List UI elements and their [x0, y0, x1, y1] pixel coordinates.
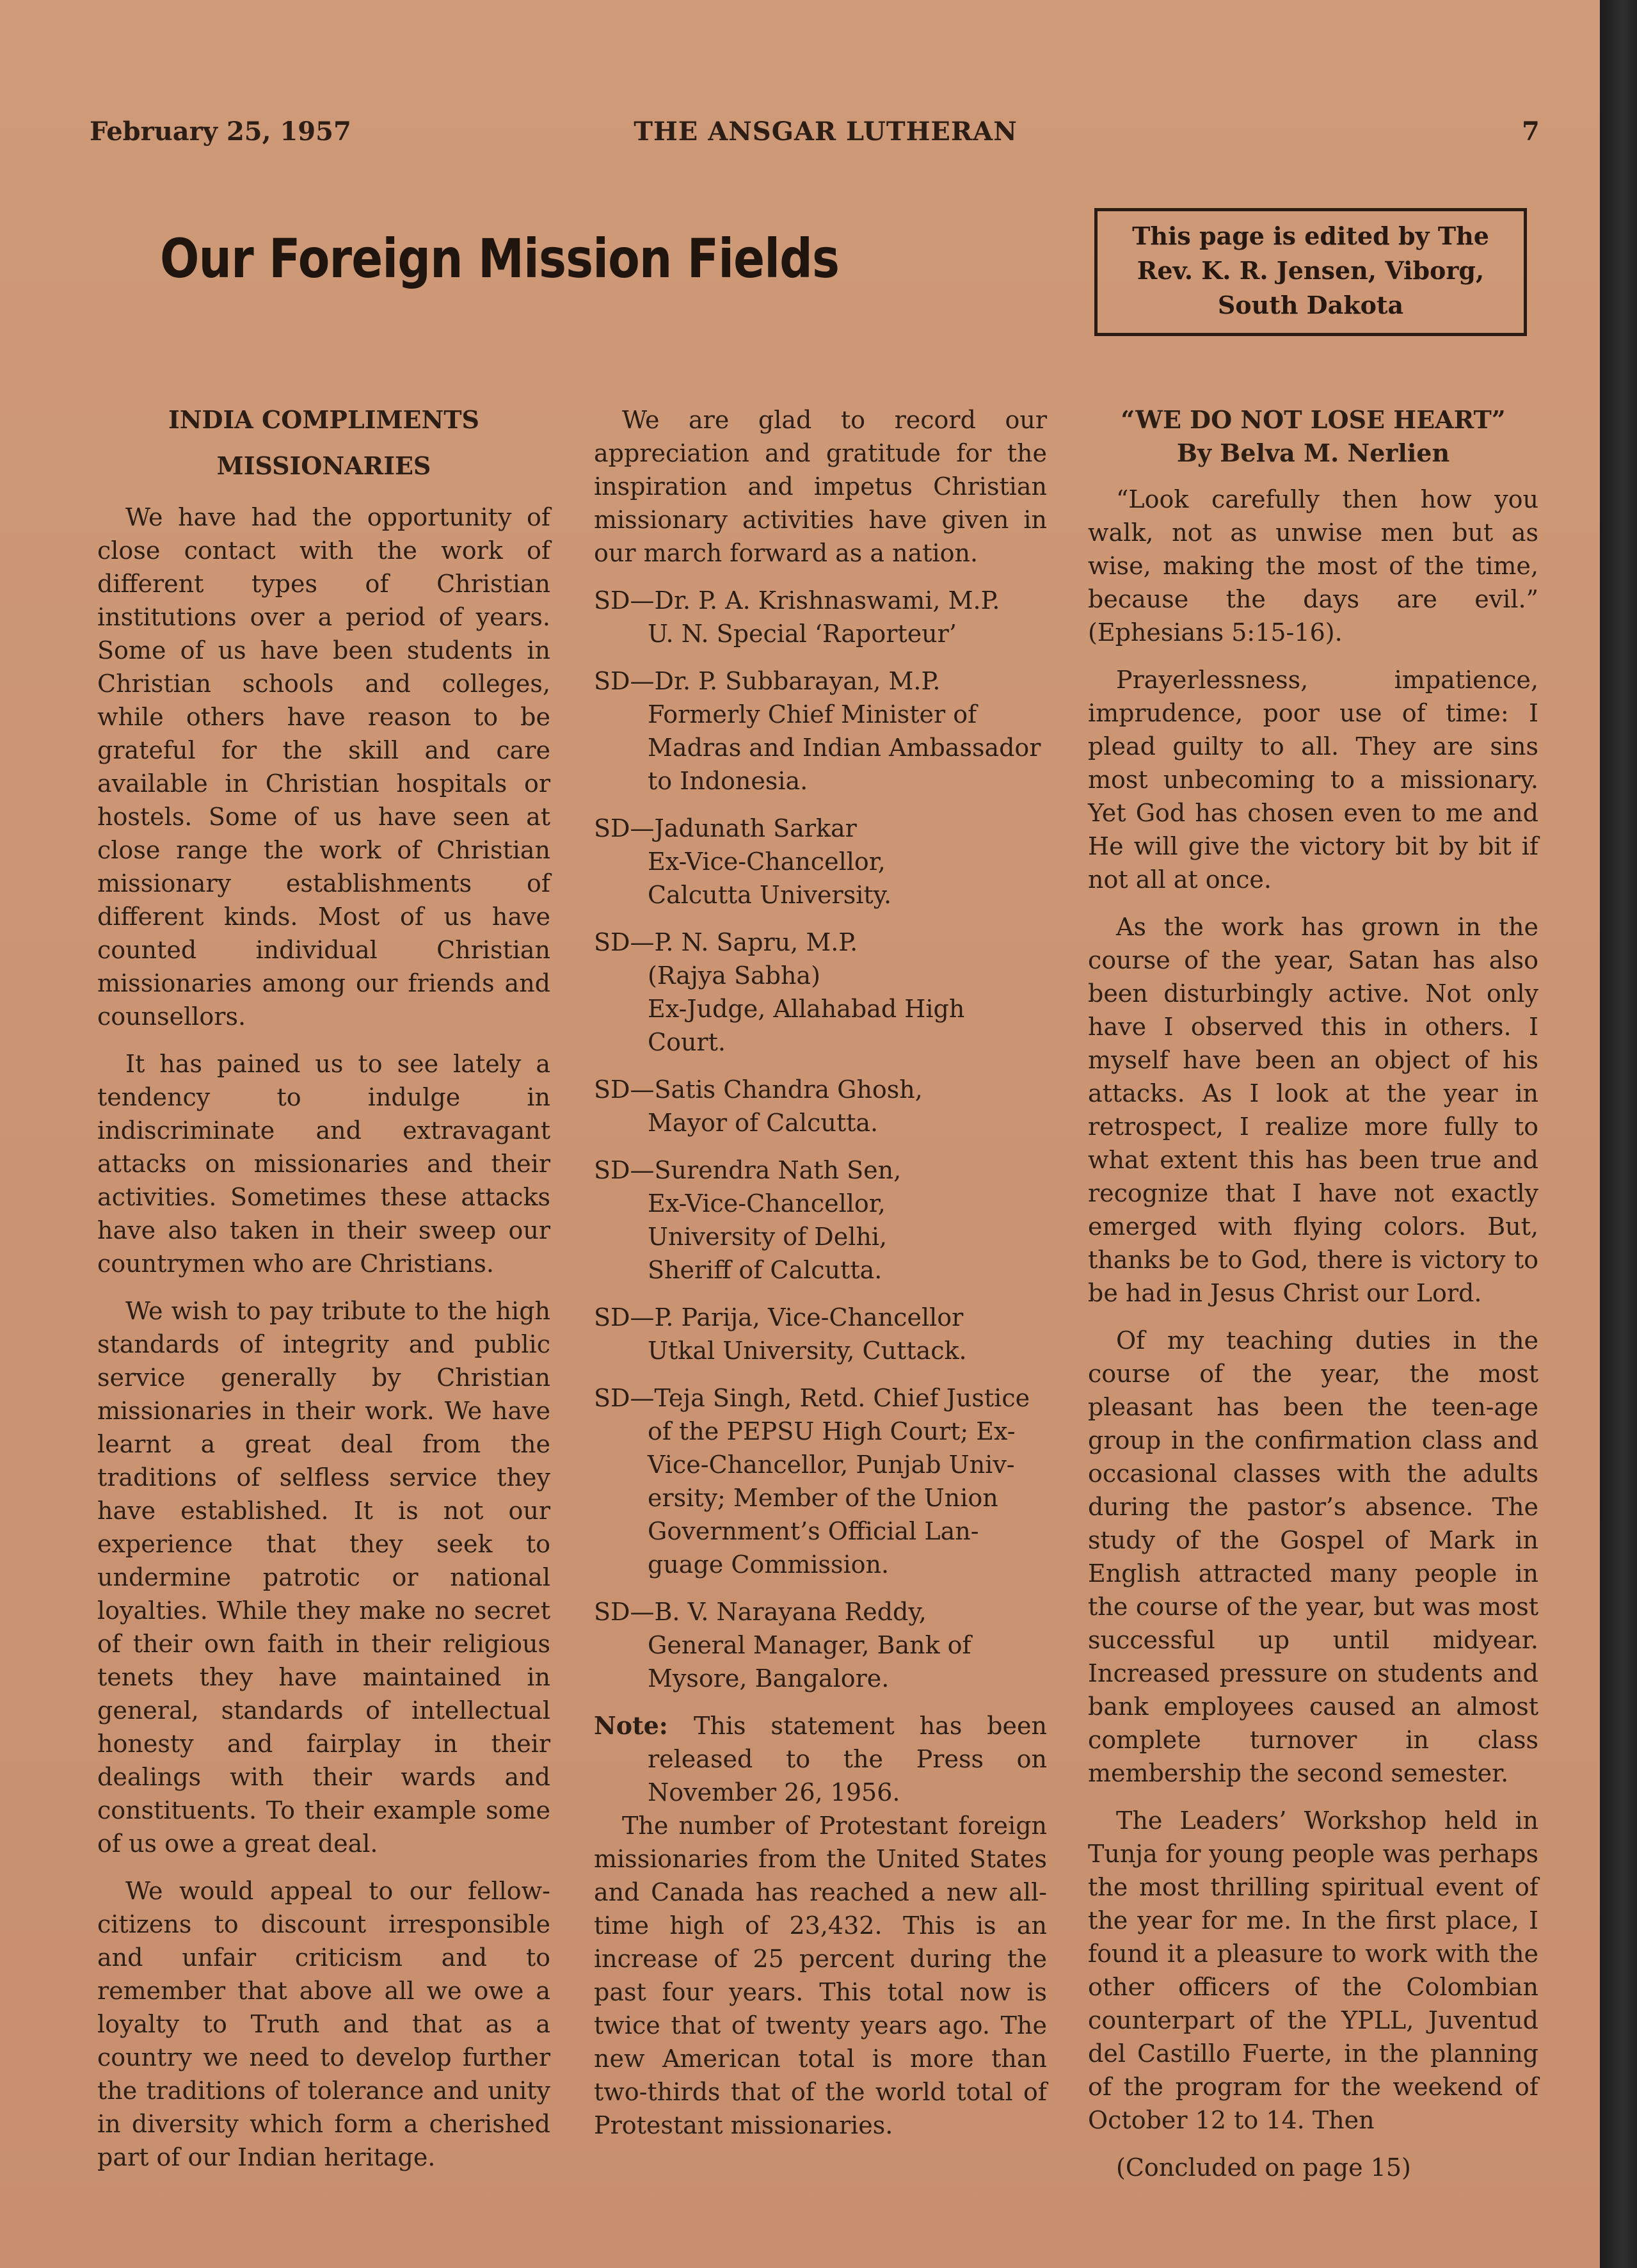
signatory: [594, 1301, 1047, 1367]
signatory: [594, 584, 1047, 650]
signatory-name: SD—Teja Singh, Retd. Chief Justice: [594, 1384, 1030, 1412]
article-paragraph: As the work has grown in the course of the year, Satan has also been disturbingly active. Not only have I observed this in others. I myself have been an object of his attacks. As I look at the year in retrospect, I realize more fully to what extent this has been true and recognize that I have not exactly emerged with flying colors. But, thanks be to God, there is victory to be had in Jesus Christ our Lord.: [1088, 913, 1538, 1307]
article-paragraph: The number of Protestant foreign missionaries from the United States and Canada has reached a new all-time high of 23,432. This is an increase of 25 percent during the past four years. This total now is twice that of twenty years ago. The new American total is more than two-thirds that of the world total of Protestant missionaries.: [594, 1812, 1047, 2139]
signatory-detail: Mysore, Bangalore.: [648, 1664, 890, 1693]
page-number: 7: [1522, 117, 1540, 147]
signatory-detail: ersity; Member of the Union: [648, 1484, 998, 1512]
signatory: [594, 812, 1047, 912]
signatory-name: SD—P. Parija, Vice-Chancellor: [594, 1303, 964, 1331]
signatory-detail: U. N. Special ‘Raporteur’: [648, 620, 957, 648]
editor-note-line-3: South Dakota: [1217, 291, 1404, 319]
signatory: [594, 926, 1047, 1059]
editor-note-line-2: Rev. K. R. Jensen, Viborg,: [1137, 256, 1485, 285]
signatory-detail: Ex-Vice-Chancellor,: [648, 848, 886, 876]
signatory-detail: Sheriff of Calcutta.: [648, 1256, 882, 1284]
signatory: [594, 1154, 1047, 1287]
signatory-detail: Ex-Vice-Chancellor,: [648, 1189, 886, 1218]
note-text: This statement has been released to the Press on November 26, 1956.: [648, 1712, 1047, 1806]
note-label: Note:: [594, 1711, 668, 1740]
signatory-detail: Government’s Official Lan-: [648, 1517, 979, 1545]
signatory-detail: guage Commission.: [648, 1550, 890, 1579]
section-masthead: Our Foreign Mission Fields: [160, 227, 840, 290]
signatory-name: SD—Dr. P. A. Krishnaswami, M.P.: [594, 586, 1000, 615]
signatory: [594, 1595, 1047, 1695]
scan-edge: [1600, 0, 1637, 2268]
editor-note-box: [1094, 208, 1527, 336]
column-2: [594, 403, 1047, 2156]
article-title-line-2: MISSIONARIES: [216, 451, 431, 480]
signatory-detail: Madras and Indian Ambassador: [648, 734, 1041, 762]
signatory-detail: Mayor of Calcutta.: [648, 1109, 879, 1137]
issue-date: February 25, 1957: [90, 117, 351, 147]
signatory-name: SD—Surendra Nath Sen,: [594, 1156, 902, 1184]
publication-name: THE ANSGAR LUTHERAN: [634, 117, 1018, 147]
signatory-detail: Calcutta University.: [648, 881, 892, 909]
editor-note-line-1: This page is edited by The: [1132, 221, 1489, 250]
article-paragraph: We would appeal to our fellow-citizens to discount irresponsible and unfair criticism and to remember that above all we owe a loyalty to Truth and that as a country we need to develop further the traditions of tolerance and unity in diversity which form a cherished part of our Indian heritage.: [97, 1877, 550, 2171]
article-paragraph: We are glad to record our appreciation and gratitude for the inspiration and impetus Christian missionary activities have given in our march forward as a nation.: [594, 406, 1047, 567]
signatory-detail: (Rajya Sabha): [648, 961, 820, 990]
signatory-name: SD—Jadunath Sarkar: [594, 814, 857, 842]
signatory: [594, 664, 1047, 798]
signatory: [594, 1073, 1047, 1139]
article-paragraph: We wish to pay tribute to the high standards of integrity and public service generally by Christian missionaries in their work. We have learnt a great deal from the traditions of selfless service they have established. It is not our experience that they seek to undermine patrotic or national loyalties. While they make no secret of their own faith in their religious tenets they have maintained in general, standards of intellectual honesty and fairplay in their dealings with their wards and constituents. To their example some of us owe a great deal.: [97, 1297, 550, 1858]
article-title-line-1: INDIA COMPLIMENTS: [168, 405, 479, 434]
article-paragraph: Prayerlessness, impatience, imprudence, poor use of time: I plead guilty to all. They are sins most unbecoming to a missionary. Yet God has chosen even to me and He will give the victory bit by bit if not all at once.: [1088, 666, 1538, 894]
signatory-detail: Vice-Chancellor, Punjab Univ-: [648, 1451, 1015, 1479]
signatory-detail: to Indonesia.: [648, 767, 808, 795]
press-note: [594, 1709, 1047, 1809]
article-byline: By Belva M. Nerlien: [1176, 438, 1450, 467]
signatory: [594, 1381, 1047, 1581]
signatory-detail: General Manager, Bank of: [648, 1631, 971, 1659]
signatory-name: SD—Satis Chandra Ghosh,: [594, 1075, 923, 1104]
article-paragraph: We have had the opportunity of close contact with the work of different types of Christian institutions over a period of years. Some of us have been students in Christian schools and colleges, while others have reason to be grateful for the skill and care available in Christian hospitals or hostels. Some of us have seen at close range the work of Christian missionary establishments of different kinds. Most of us have counted individual Christian missionaries among our friends and counsellors.: [97, 503, 550, 1031]
article-paragraph: It has pained us to see lately a tendency to indulge in indiscriminate and extravagant attacks on missionaries and their activities. Sometimes these attacks have also taken in their sweep our countrymen who are Christians.: [97, 1050, 550, 1278]
signatory-name: SD—B. V. Narayana Reddy,: [594, 1598, 927, 1626]
article-paragraph: The Leaders’ Workshop held in Tunja for young people was perhaps the most thrilling spiritual event of the year for me. In the first place, I found it a pleasure to work with the other officers of the Colombian counterpart of the YPLL, Juventud del Castillo Fuerte, in the planning of the program for the weekend of October 12 to 14. Then: [1088, 1806, 1538, 2134]
signatory-detail: University of Delhi,: [648, 1223, 888, 1251]
signatory-detail: Court.: [648, 1028, 726, 1056]
article-paragraph: Of my teaching duties in the course of the year, the most pleasant has been the teen-age group in the confirmation class and occasional classes with the adults during the pastor’s absence. The study of the Gospel of Mark in English attracted many people in the course of the year, but was most successful up until midyear. Increased pressure on students and bank employees caused an almost complete turnover in class membership the second semester.: [1088, 1326, 1538, 1787]
signatory-detail: Formerly Chief Minister of: [648, 700, 977, 728]
article-title: “WE DO NOT LOSE HEART”: [1121, 405, 1506, 434]
continuation-note: (Concluded on page 15): [1116, 2153, 1411, 2182]
signatory-detail: Utkal University, Cuttack.: [648, 1337, 967, 1365]
signatory-name: SD—Dr. P. Subbarayan, M.P.: [594, 667, 941, 695]
signatory-detail: of the PEPSU High Court; Ex-: [648, 1417, 1016, 1445]
signatory-name: SD—P. N. Sapru, M.P.: [594, 928, 858, 956]
signatory-detail: Ex-Judge, Allahabad High: [648, 995, 965, 1023]
column-1: [97, 403, 550, 2188]
article-paragraph: “Look carefully then how you walk, not as unwise men but as wise, making the most of the time, because the days are evil.” (Ephesians 5:15-16).: [1088, 485, 1538, 647]
column-3: [1088, 403, 1538, 2198]
